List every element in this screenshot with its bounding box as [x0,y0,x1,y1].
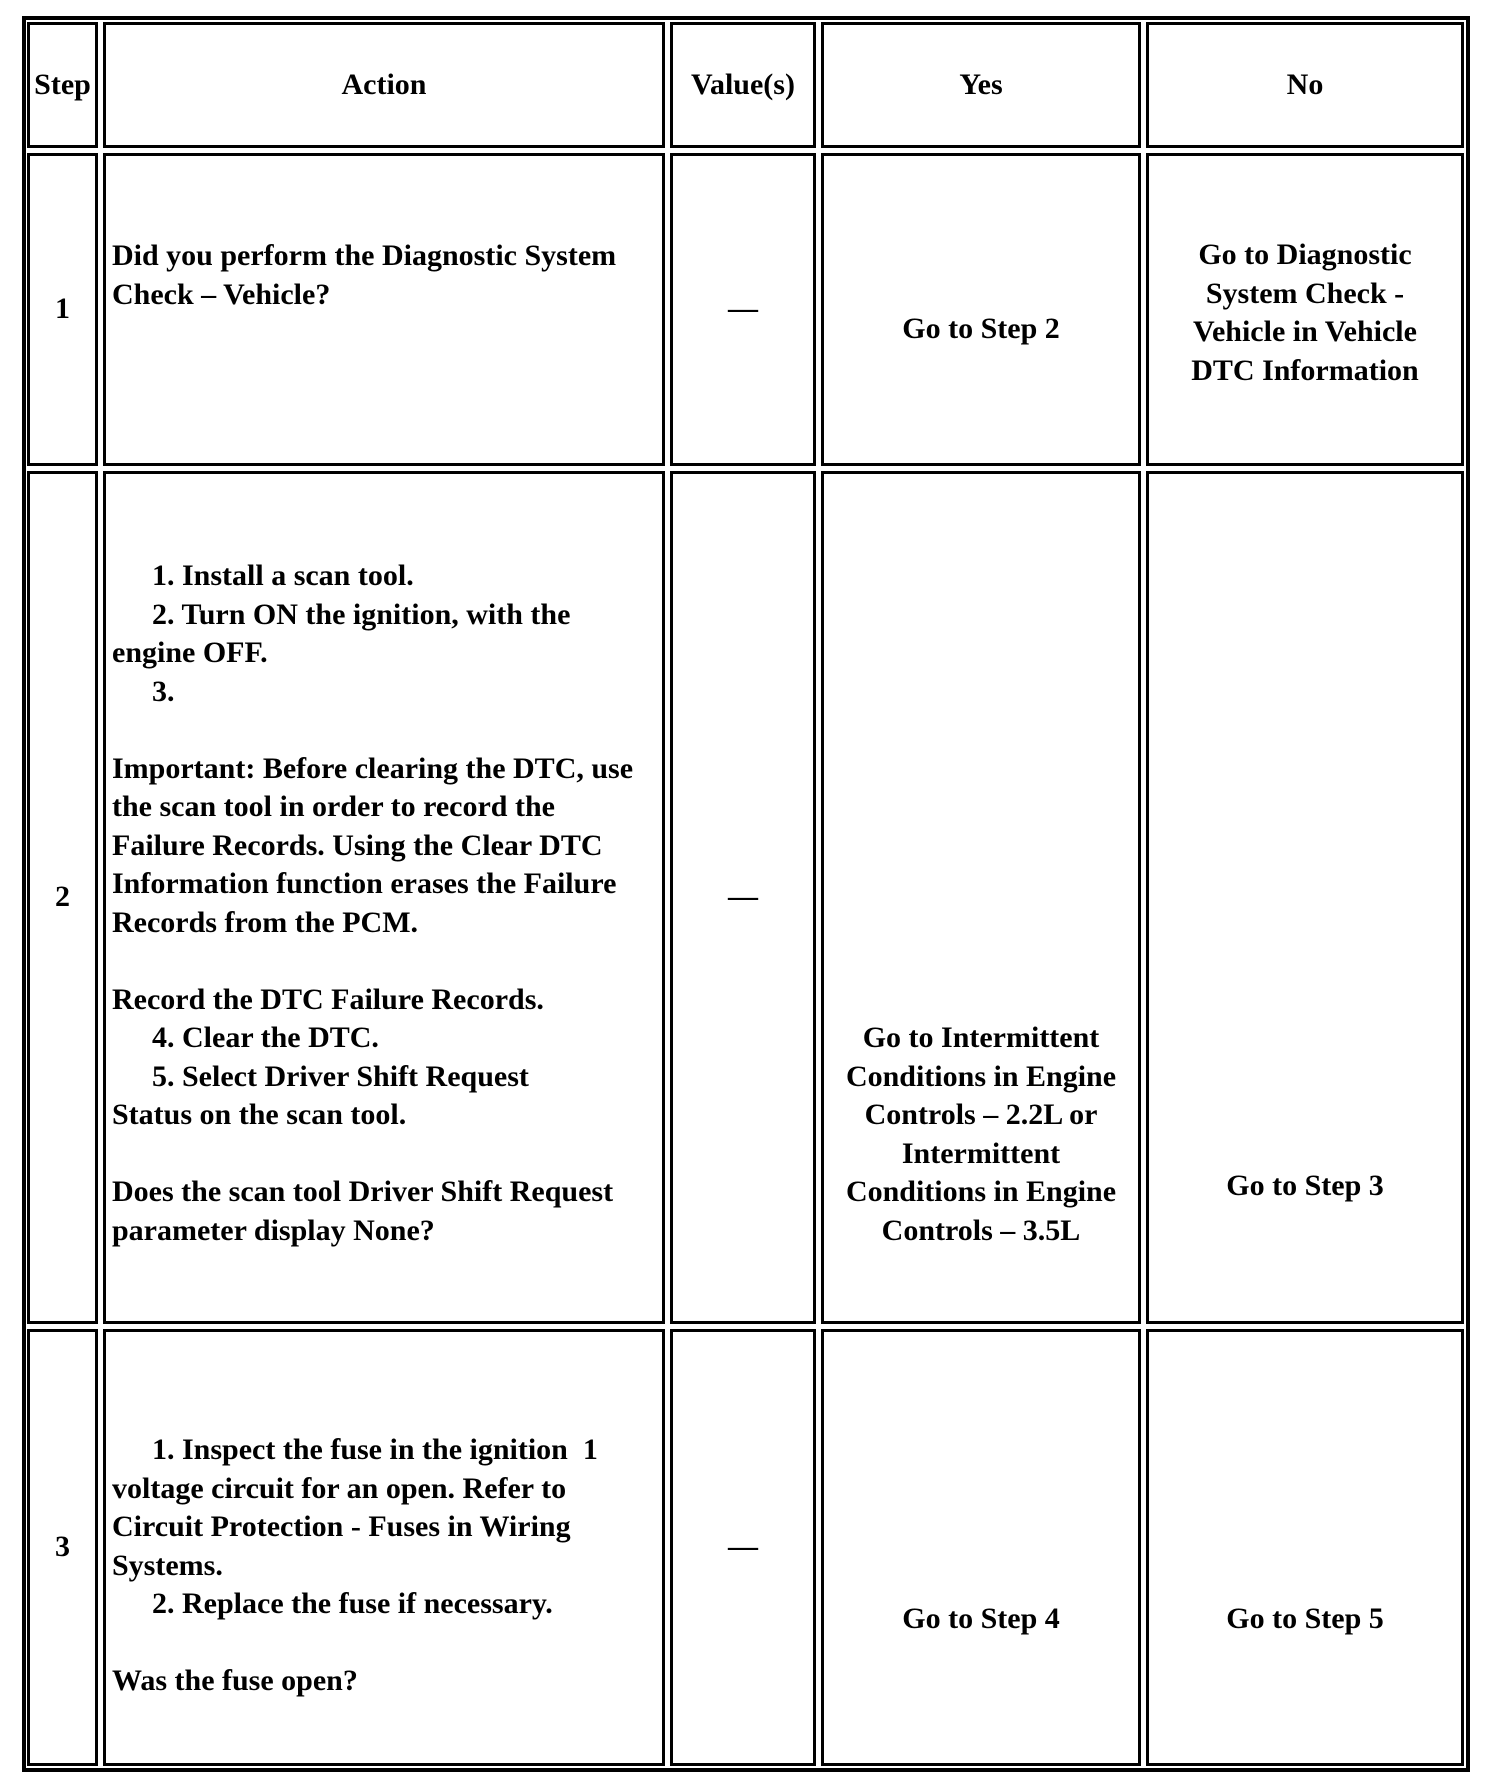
step-number-text: 1 [55,292,70,326]
action-question: Was the fuse open? [112,1664,358,1697]
header-yes-label: Yes [959,67,1003,101]
action-item-1: 1. Inspect the fuse in the ignition 1 [152,1433,598,1466]
header-step-label: Step [34,67,91,101]
action-item-5: 5. Select Driver Shift Request [152,1059,529,1093]
step-1-yes [821,153,1141,466]
step-2-number [27,471,98,1324]
header-no [1146,22,1464,148]
value-dash: — [728,1530,758,1564]
step-2-action [103,471,665,1324]
action-item-2: 2. Replace the fuse if necessary. [152,1587,553,1620]
header-values-label: Value(s) [691,67,795,101]
step-2-value [670,471,816,1324]
step-1-no [1146,153,1464,466]
action-item-3: 3. [152,674,175,708]
value-dash: — [728,880,758,914]
step-3-number [27,1329,98,1766]
step-3-yes [821,1329,1141,1766]
header-values [670,22,816,148]
step-2-no [1146,471,1464,1324]
step-1-value [670,153,816,466]
action-item-2-cont: engine OFF. [112,636,268,669]
no-outcome: Go to Step 3 [1226,1169,1384,1202]
header-yes [821,22,1141,148]
value-dash: — [728,292,758,326]
step-3-action [103,1329,665,1766]
no-outcome: Go to Step 5 [1226,1602,1384,1635]
action-item-1-cont: voltage circuit for an open. Refer to Circuit Protection - Fuses in Wiring Systems. [112,1471,579,1582]
step-1-action [103,153,665,466]
step-number-text: 2 [55,880,70,914]
step-number-text: 3 [55,1530,70,1564]
action-question: Does the scan tool Driver Shift Request parameter display None? [112,1175,621,1247]
header-step [27,22,98,148]
header-action-label: Action [341,67,427,101]
action-item-2: 2. Turn ON the ignition, with the [152,597,571,631]
action-item-5-cont: Status on the scan tool. [112,1098,407,1131]
yes-outcome: Go to Step 2 [902,312,1060,345]
yes-outcome: Go to Step 4 [902,1602,1060,1635]
step-3-no [1146,1329,1464,1766]
header-action [103,22,665,148]
step-1-number [27,153,98,466]
action-item-1: 1. Install a scan tool. [152,559,414,592]
step-3-value [670,1329,816,1766]
step-2-yes [821,471,1141,1324]
action-item-4: 4. Clear the DTC. [152,1021,379,1054]
no-outcome: Go to Diagnostic System Check - Vehicle in Vehicle DTC Information [1191,238,1419,387]
yes-outcome: Go to Intermittent Conditions in Engine Controls – 2.2L or Intermittent Conditions in Engine Controls – 3.5L [845,1021,1117,1247]
record-instruction: Record the DTC Failure Records. [112,982,544,1016]
action-text: Did you perform the Diagnostic System Check – Vehicle? [112,239,624,311]
important-note: Important: Before clearing the DTC, use the scan tool in order to record the Failure Records. Using the Clear DTC Information function erases the Failure Records from the PCM. [112,751,641,939]
header-no-label: No [1286,67,1324,101]
